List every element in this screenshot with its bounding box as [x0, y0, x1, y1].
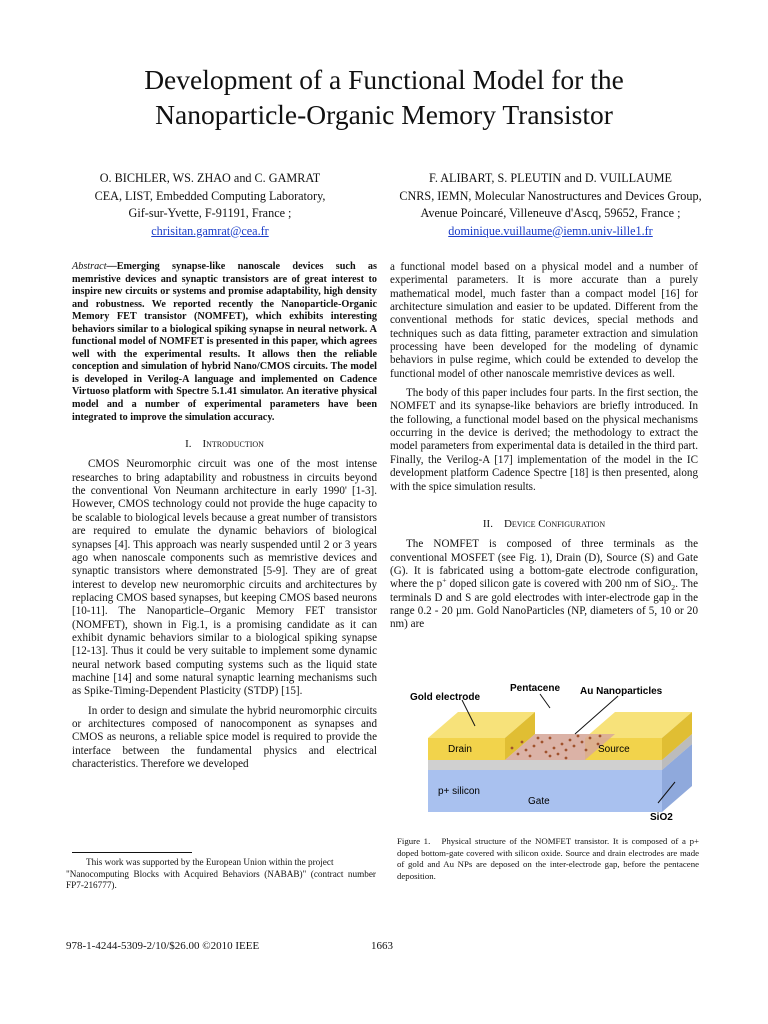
device-text-c: . The terminals D and S are gold electrodes with inter-electrode gap in the range 0.2 - 20 µm. Gold NanoParticles (NP, diameters of 5, 10 or 20 nm) are [390, 578, 699, 631]
label-drain: Drain [448, 744, 472, 755]
left-column [72, 261, 377, 771]
author-names: O. BICHLER, WS. ZHAO and C. GAMRAT [99, 171, 321, 185]
figure-caption-text: Physical structure of the NOMFET transistor. It is composed of a p+ doped bottom-gate covered with silicon oxide. Source and drain electrodes are made of gold and Au NPs are deposed on the inter-electrode gap, before the pentacene deposition. [397, 836, 700, 882]
author-email-link[interactable]: chrisitan.gamrat@cea.fr [151, 223, 269, 238]
body-paragraph-2: The body of this paper includes four parts. In the first section, the NOMFET and its synapse-like behaviors are briefly introduced. In the following, a functional model based on the physical mechanisms occurring in the device is derived; the methodology to extract the model parameters from experimental data is detailed in the third part. Finally, the Verilog-A [17] implementation of the model in the IC development platform Cadence Spectre [18] is then presented, along with the spice simulation results. [390, 387, 698, 493]
author-names: F. ALIBART, S. PLEUTIN and D. VUILLAUME [429, 171, 672, 185]
leader-pentacene [540, 694, 550, 708]
right-column [390, 261, 698, 632]
section-number: II. [482, 517, 493, 530]
label-source: Source [598, 744, 630, 755]
label-gate: Gate [528, 796, 550, 807]
device-text-b: doped silicon gate is covered with 200 nm of SiO [446, 578, 672, 591]
author-block-left [45, 170, 375, 240]
footnote-line-2: "Nanocomputing Blocks with Acquired Behaviors (NABAB)" (contract number FP7-216777). [66, 868, 376, 890]
author-address: Gif-sur-Yvette, F-91191, France ; [128, 206, 292, 220]
oxide-front-face [428, 760, 662, 770]
title-line-1: Development of a Functional Model for the [144, 64, 624, 95]
paper-title [0, 62, 768, 132]
body-paragraph-1: a functional model based on a physical model and a number of experimental parameters. It is more accurate than a purely mathematical model, much faster than a compact model [16] for architecture simulation and easier to be updated. Different from the conventional methods for static devices, special methods and techniques such as data fitting, parameter extraction and simulation processing have been developed for the modeling of dynamic behaviors in pulse regime, which could be extended to develop the functional model of other nanoscale memristive devices as well. [390, 261, 698, 380]
intro-paragraph-2: In order to design and simulate the hybrid neuromorphic circuits or architectures composed of nanocomponent as synapses and CMOS as neurons, a reliable spice model is required to provide the interface between the fundamental physics and electrical characteristics. Therefore we developed [72, 704, 377, 771]
section-heading-introduction [72, 438, 377, 451]
intro-paragraph-1: CMOS Neuromorphic circuit was one of the most intense researches to bring adaptability and robustness in circuits beyond the conventional Von Neumann architecture in early 1990' [1-3]. However, CMOS technology could not provide the huge capacity to be scalable to biological levels because a great number of transistors are required to emulate the dynamic behaviors of biological synapses [4]. This approach was nearly suspended until 2 or 3 years ago when nanoscale components such as memristive devices and synaptic transistors where demonstrated [5-9]. They are of great interest to develop new neuromorphic circuits and architectures by replacing CMOS based synapses, but keeping CMOS based neurons [10-11]. The Nanoparticle–Organic Memory FET transistor (NOMFET), shown in Fig.1, is a promising candidate as it can exhibit dynamic behaviors similar to a biological spiking synapse [12-13]. Thus it could be very suitable to implement some dynamic neural network based computing systems such as the liquid state machine [14] and some natural synaptic learning mechanisms such as Spike-Timing-Dependent Plasticity (STDP) [15]. [72, 458, 377, 698]
figure-caption-label: Figure 1. [397, 836, 431, 846]
label-p-silicon: p+ silicon [438, 786, 480, 797]
author-block-right [378, 170, 723, 240]
section-heading-device-configuration [390, 518, 698, 531]
author-affiliation: CEA, LIST, Embedded Computing Laboratory, [94, 188, 326, 203]
abstract [72, 261, 377, 424]
device-paragraph [390, 538, 698, 631]
footnote-line-1: This work was supported by the European Union within the project [86, 857, 334, 867]
section-title: Device Configuration [503, 517, 606, 530]
figure-caption [397, 836, 699, 883]
footnote-divider [72, 852, 192, 853]
label-sio2: SiO2 [650, 812, 673, 823]
title-line-2: Nanoparticle-Organic Memory Transistor [155, 99, 613, 130]
footnote [66, 857, 376, 892]
copyright-notice: 978-1-4244-5309-2/10/$26.00 ©2010 IEEE [66, 940, 260, 952]
page-number: 1663 [371, 940, 393, 952]
label-au-nanoparticles: Au Nanoparticles [580, 686, 663, 697]
section-title: Introduction [202, 438, 264, 451]
label-gold-electrode: Gold electrode [410, 692, 481, 703]
superscript-plus: + [442, 575, 447, 585]
label-pentacene: Pentacene [510, 683, 561, 694]
subscript-2: 2 [671, 583, 676, 593]
author-address: Avenue Poincaré, Villeneuve d'Ascq, 59652, France ; [420, 206, 681, 220]
section-number: I. [185, 438, 192, 451]
figure-nomfet-structure [400, 678, 700, 828]
device-text-a: The NOMFET is composed of three terminals as the conventional MOSFET (see Fig. 1), Drain (D), Source (S) and Gate (G). It is fabricated using a bottom-gate electrode configuration, where the p [390, 538, 698, 591]
abstract-lead: Abstract [72, 261, 107, 272]
author-affiliation: CNRS, IEMN, Molecular Nanostructures and Devices Group, [399, 188, 702, 203]
abstract-text: —Emerging synapse-like nanoscale devices such as memristive devices and synaptic transistors are of great interest to inspire new circuits or systems and promise adaptability, high density and robustness. We reported recently the Nanoparticle-Organic Memory FET transistor (NOMFET), which exhibits interesting behaviors similar to a biological spiking synapse in neural network. A functional model of NOMFET is presented in this paper, which agrees well with the experimental results. It allows then the reliable conception and simulation of hybrid Nano/CMOS circuits. The model is developed in Verilog-A language and implemented on Cadence Virtuoso platform with Spectre 5.1.41 simulator. An iterative physical model and a number of experimental parameters have been integrated to improve the simulation accuracy. [72, 261, 377, 423]
author-email-link[interactable]: dominique.vuillaume@iemn.univ-lille1.fr [448, 223, 653, 238]
